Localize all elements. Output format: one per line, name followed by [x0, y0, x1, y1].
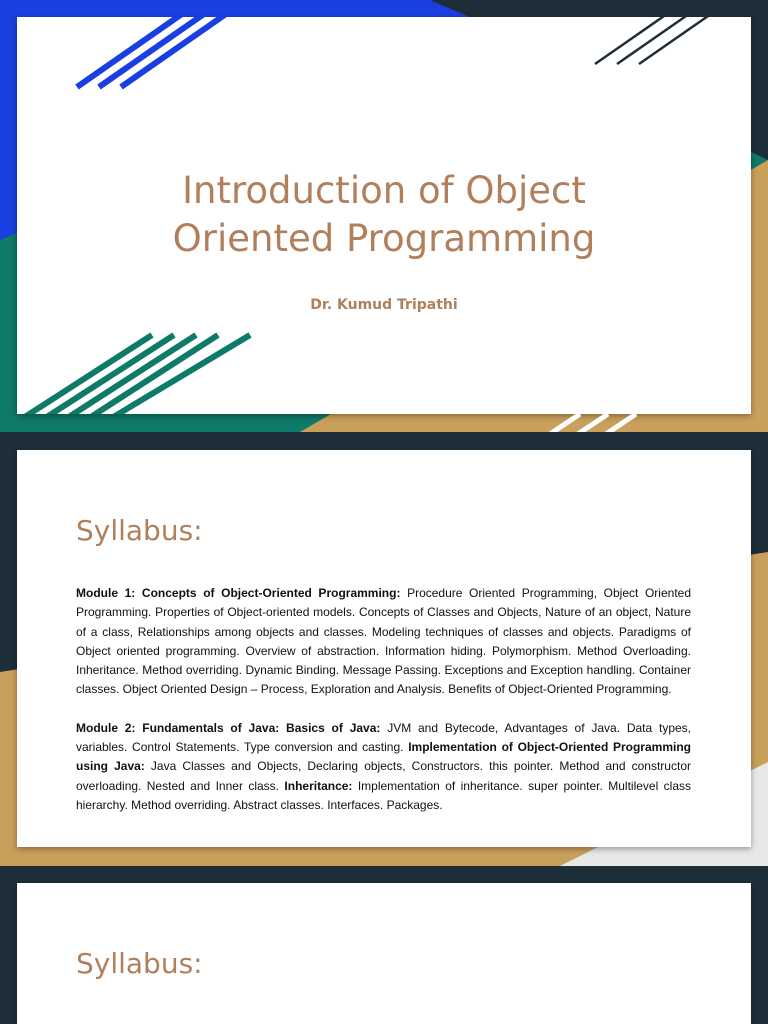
slide-title — [17, 167, 751, 263]
slide-title-line-1: Introduction of Object — [182, 169, 586, 212]
module-2-text-a: JVM and Bytecode, Advantages of Java. Data types, variables. Control Statements. Type conversion and casting. — [76, 720, 691, 755]
module-2-title: Module 2: Fundamentals of Java: Basics of Java: — [76, 720, 381, 735]
syllabus-card-2 — [17, 883, 751, 1024]
syllabus-heading: Syllabus: — [76, 514, 203, 547]
module-2-subtitle-inheritance: Inheritance: — [284, 778, 353, 793]
author-name: Dr. Kumud Tripathi — [310, 297, 458, 313]
module-1-paragraph — [76, 584, 691, 700]
module-2-subtitle-oop: Implementation of Object-Oriented Programming using Java: — [76, 740, 691, 774]
syllabus-heading-2: Syllabus: — [76, 947, 203, 980]
slide-title-line-2: Oriented Programming — [172, 217, 596, 260]
module-2-text-c: Implementation of inheritance. super pointer. Multilevel class hierarchy. Method overriding. Abstract classes. Interfaces. Packages. — [76, 778, 691, 812]
syllabus-body — [76, 584, 691, 834]
slide-1 — [0, 0, 768, 432]
module-2-text-b: Java Classes and Objects, Declaring objects, Constructors. this pointer. Method and constructor overloading. Nested and Inner class. — [76, 759, 691, 793]
module-2-paragraph — [76, 719, 691, 815]
slide-2 — [0, 432, 768, 866]
white-stripes-decoration — [548, 414, 668, 432]
module-1-text: Procedure Oriented Programming, Object Oriented Programming. Properties of Object-oriented models. Concepts of Classes and Objects, Nature of an object, Nature of a class, Relationships among objects and classes. Modeling techniques of classes and objects. Paradigms of Object oriented programming. Overview of abstraction. Information hiding. Polymorphism. Method Overloading. Inheritance. Method overriding. Dynamic Binding. Message Passing. Exceptions and Exception handling. Container classes. Object Oriented Design – Process, Exploration and Analysis. Benefits of Object-Oriented Programming. — [76, 586, 692, 697]
slide-3 — [0, 866, 768, 1024]
syllabus-card — [17, 450, 751, 847]
module-1-title: Module 1: Concepts of Object-Oriented Programming: — [76, 586, 401, 600]
title-slide-card — [17, 17, 751, 414]
